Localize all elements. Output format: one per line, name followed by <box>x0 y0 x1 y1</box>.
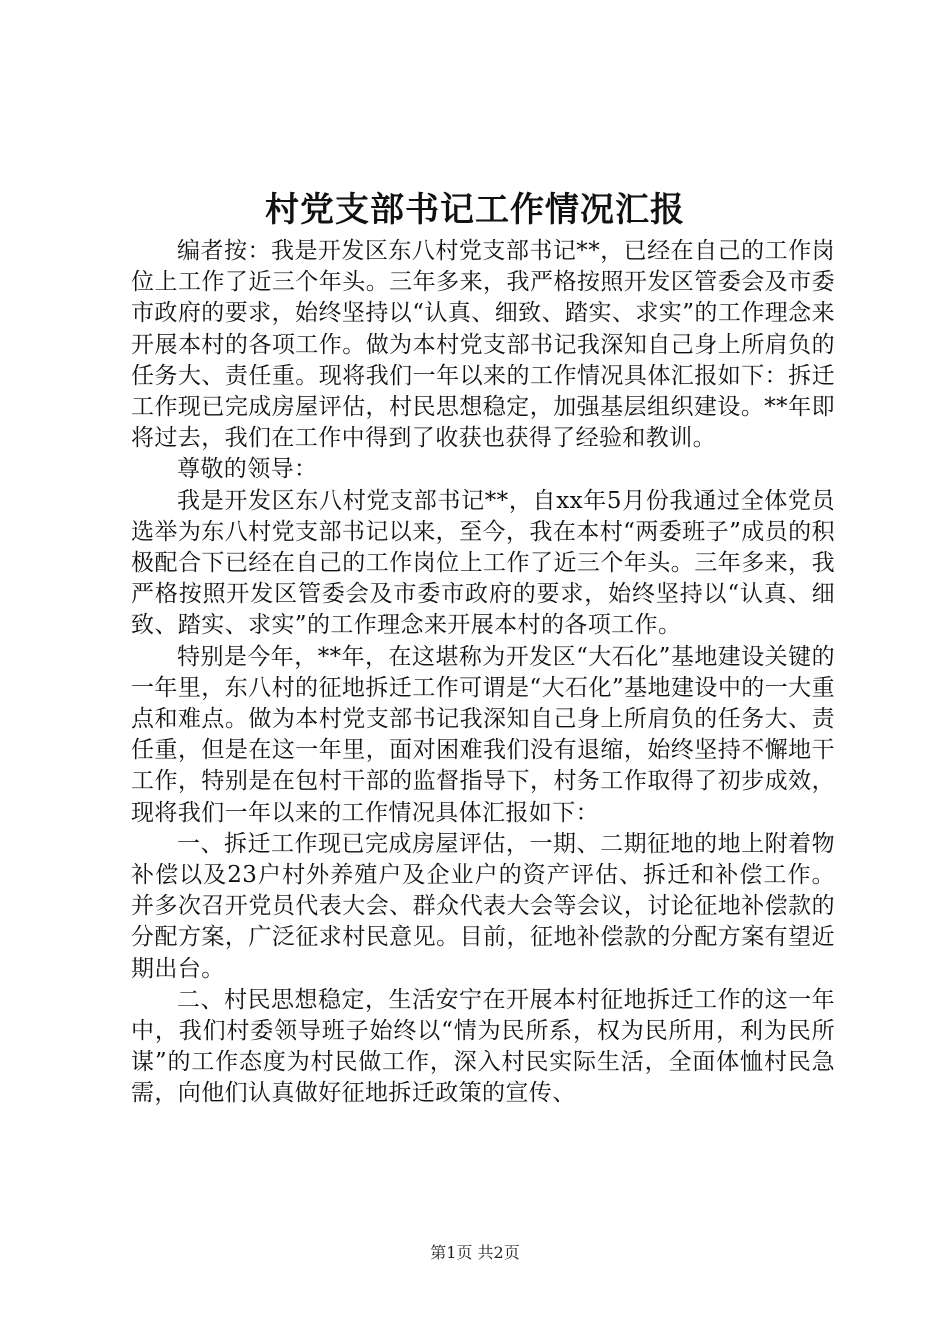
editor-note-paragraph: 编者按：我是开发区东八村党支部书记**，已经在自己的工作岗位上工作了近三个年头。三年多来，我严格按照开发区管委会及市委市政府的要求，始终坚持以“认真、细致、踏实、求实”的工作理念来开展本村的各项工作。做为本村党支部书记我深知自己身上所肩负的任务大、责任重。现将我们一年以来的工作情况具体汇报如下：拆迁工作现已完成房屋评估，村民思想稳定，加强基层组织建设。**年即将过去，我们在工作中得到了收获也获得了经验和教训。 <box>131 238 835 452</box>
salutation-paragraph: 尊敬的领导： <box>177 456 318 483</box>
intro-paragraph: 我是开发区东八村党支部书记**，自xx年5月份我通过全体党员选举为东八村党支部书记以来，至今，我在本村“两委班子”成员的积极配合下已经在自己的工作岗位上工作了近三个年头。三年多来，我严格按照开发区管委会及市委市政府的要求，始终坚持以“认真、细致、踏实、求实”的工作理念来开展本村的各项工作。 <box>131 487 835 639</box>
section-two-paragraph: 二、村民思想稳定，生活安宁在开展本村征地拆迁工作的这一年中，我们村委领导班子始终以“情为民所系，权为民所用，利为民所谋”的工作态度为村民做工作，深入村民实际生活，全面体恤村民急需，向他们认真做好征地拆迁政策的宣传、 <box>131 986 835 1107</box>
document-title: 村党支部书记工作情况汇报 <box>265 190 685 230</box>
this-year-paragraph: 特别是今年，**年，在这堪称为开发区“大石化”基地建设关键的一年里，东八村的征地拆迁工作可谓是“大石化”基地建设中的一大重点和难点。做为本村党支部书记我深知自己身上所肩负的任务大、责任重，但是在这一年里，面对困难我们没有退缩，始终坚持不懈地干工作，特别是在包村干部的监督指导下，村务工作取得了初步成效，现将我们一年以来的工作情况具体汇报如下： <box>131 643 835 826</box>
document-body <box>131 236 835 1110</box>
page-number-footer: 第1页 共2页 <box>430 1243 520 1262</box>
section-one-paragraph: 一、拆迁工作现已完成房屋评估，一期、二期征地的地上附着物补偿以及23户村外养殖户及企业户的资产评估、拆迁和补偿工作。并多次召开党员代表大会、群众代表大会等会议，讨论征地补偿款的分配方案，广泛征求村民意见。目前，征地补偿款的分配方案有望近期出台。 <box>131 830 835 982</box>
